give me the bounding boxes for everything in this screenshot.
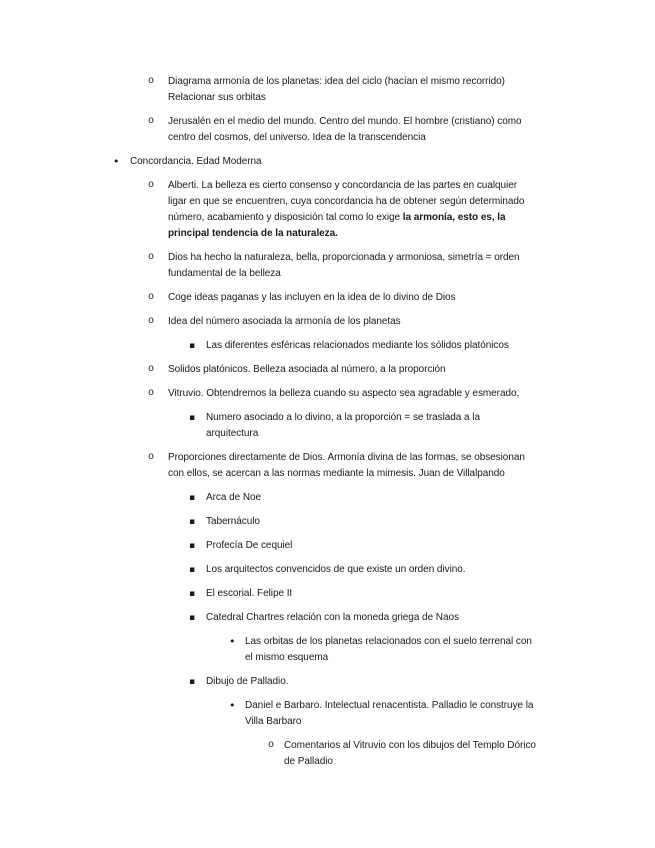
text-segment: Daniel e Barbaro. Intelectual renacentista. Palladio le construye la: [245, 700, 534, 711]
text-segment: Las diferentes esféricas relacionados mediante los sólidos platónicos: [206, 340, 509, 351]
text-segment: Solidos platónicos. Belleza asociada al número, a la proporción: [168, 364, 446, 375]
text-segment: El escorial. Felipe II: [206, 588, 293, 599]
text-segment: de Palladio: [284, 756, 333, 767]
list-item-text: [168, 314, 401, 330]
text-segment: Las orbitas de los planetas relacionados con el suelo terrenal con: [245, 636, 532, 647]
text-segment: Dios ha hecho la naturaleza, bella, proporcionada y armoniosa, simetría = orden: [168, 252, 520, 263]
text-line: [206, 586, 292, 602]
list-item-text: [168, 386, 519, 402]
text-segment: el mismo esquema: [245, 652, 329, 663]
text-segment: Coge ideas paganas y las incluyen en la idea de lo divino de Dios: [168, 292, 456, 303]
text-line: [284, 754, 536, 770]
bullet-marker: ▪: [189, 565, 196, 575]
text-segment: Concordancia. Edad Moderna: [130, 156, 262, 167]
list-item-text: [206, 586, 292, 602]
bullet-marker: ▪: [189, 413, 196, 423]
text-segment: Numero asociado a lo divino, a la proporción = se traslada a la: [206, 412, 480, 423]
bullet-marker: •: [229, 635, 236, 648]
text-line: [130, 154, 262, 170]
text-line: [206, 610, 459, 626]
list-item-text: [206, 338, 509, 354]
text-segment: Catedral Chartres relación con la moneda griega de Naos: [206, 612, 459, 623]
text-line: [168, 450, 525, 466]
text-segment: arquitectura: [206, 428, 259, 439]
text-segment: fundamental de la belleza: [168, 268, 281, 279]
text-segment: Tabernáculo: [206, 516, 260, 527]
text-line: [206, 426, 480, 442]
bullet-marker: o: [148, 116, 155, 127]
text-line: [168, 178, 524, 194]
text-segment: Relacionar sus orbitas: [168, 92, 266, 103]
list-item-text: [206, 610, 459, 626]
text-segment: Villa Barbaro: [245, 716, 302, 727]
text-segment: Jerusalén en el medio del mundo. Centro del mundo. El hombre (cristiano) como: [168, 116, 522, 127]
list-item-text: [206, 562, 466, 578]
bullet-marker: ▪: [189, 613, 196, 623]
bullet-marker: o: [148, 364, 155, 375]
bold-text: la armonía, esto es, la: [402, 212, 506, 223]
text-line: [245, 650, 532, 666]
text-segment: Comentarios al Vitruvio con los dibujos del Templo Dórico: [284, 740, 536, 751]
list-item-text: [168, 114, 522, 146]
list-item-text: [206, 490, 261, 506]
text-line: [245, 698, 533, 714]
text-line: [168, 210, 524, 226]
text-line: [206, 514, 260, 530]
list-item-text: [168, 74, 505, 106]
bullet-marker: o: [148, 180, 155, 191]
bullet-marker: ▪: [189, 517, 196, 527]
bullet-marker: ▪: [189, 541, 196, 551]
text-line: [168, 466, 525, 482]
text-line: [168, 386, 519, 402]
list-item-text: [168, 290, 456, 306]
text-line: [168, 266, 520, 282]
bullet-marker: ▪: [189, 341, 196, 351]
text-segment: número, acabamiento y disposición tal como lo exige: [168, 212, 403, 223]
bullet-marker: o: [148, 292, 155, 303]
list-item-text: [168, 178, 524, 242]
text-segment: Alberti. La belleza es cierto consenso y concordancia de las partes en cualquier: [168, 180, 517, 191]
text-segment: con ellos, se acercan a las normas mediante la mimesis. Juan de Villalpando: [168, 468, 505, 479]
text-line: [206, 674, 288, 690]
list-item-text: [168, 450, 525, 482]
text-segment: Los arquitectos convencidos de que existe un orden divino.: [206, 564, 466, 575]
text-line: [168, 362, 446, 378]
list-item-text: [206, 514, 260, 530]
text-segment: Dibujo de Palladio.: [206, 676, 289, 687]
bullet-marker: ▪: [189, 677, 196, 687]
bullet-marker: o: [148, 452, 155, 463]
list-item-text: [245, 634, 532, 666]
text-segment: Diagrama armonía de los planetas: idea del ciclo (hacían el mismo recorrido): [168, 76, 505, 87]
text-segment: ligar en que se encuentren, cuya concordancia ha de obtener según determinado: [168, 196, 525, 207]
text-line: [168, 290, 456, 306]
text-line: [168, 74, 505, 90]
bullet-marker: o: [148, 388, 155, 399]
text-line: [168, 314, 401, 330]
list-item-text: [130, 154, 262, 170]
text-line: [206, 338, 509, 354]
text-segment: Arca de Noe: [206, 492, 262, 503]
text-line: [168, 130, 522, 146]
text-line: [168, 250, 520, 266]
text-line: [168, 194, 524, 210]
text-segment: centro del cosmos, del universo. Idea de la transcendencia: [168, 132, 426, 143]
text-line: [168, 226, 524, 242]
text-line: [245, 634, 532, 650]
list-item-text: [206, 410, 480, 442]
list-item-text: [168, 250, 520, 282]
list-item-text: [206, 674, 288, 690]
bullet-marker: •: [113, 155, 120, 168]
list-item-text: [284, 738, 536, 770]
bullet-marker: o: [268, 740, 275, 751]
bullet-marker: •: [229, 699, 236, 712]
text-segment: Profecía De cequiel: [206, 540, 293, 551]
text-line: [168, 90, 505, 106]
text-segment: Idea del número asociada la armonía de los planetas: [168, 316, 401, 327]
bullet-marker: ▪: [189, 493, 196, 503]
text-line: [206, 562, 466, 578]
text-line: [245, 714, 533, 730]
text-line: [206, 490, 261, 506]
text-line: [284, 738, 536, 754]
text-segment: Vitruvio. Obtendremos la belleza cuando su aspecto sea agradable y esmerado,: [168, 388, 520, 399]
bullet-marker: o: [148, 252, 155, 263]
list-item-text: [206, 538, 292, 554]
list-item-text: [245, 698, 533, 730]
list-item-text: [168, 362, 446, 378]
text-line: [206, 410, 480, 426]
text-line: [168, 114, 522, 130]
bullet-marker: o: [148, 316, 155, 327]
bullet-marker: ▪: [189, 589, 196, 599]
bullet-marker: o: [148, 76, 155, 87]
text-line: [206, 538, 292, 554]
text-segment: Proporciones directamente de Dios. Armonía divina de las formas, se obsesionan: [168, 452, 525, 463]
bold-text: principal tendencia de la naturaleza.: [168, 228, 338, 239]
